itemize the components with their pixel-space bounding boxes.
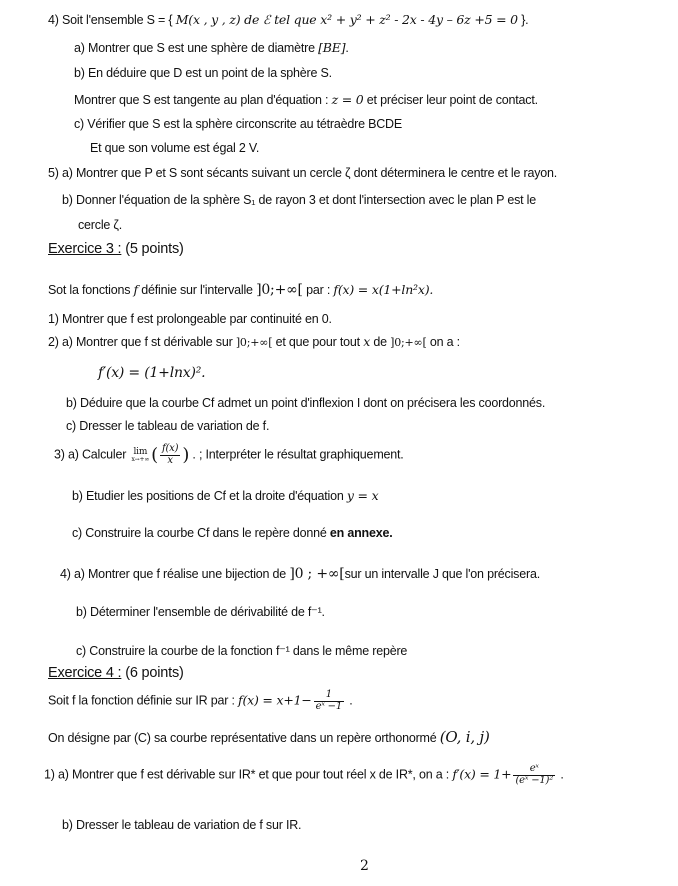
- line-equation: y = x: [346, 488, 379, 503]
- function-formula: f(x) = x(1+ln²x).: [333, 282, 434, 297]
- text: .: [345, 41, 349, 55]
- exercise-3-q4a: [60, 566, 540, 582]
- text: 4) a) Montrer que f réalise une bijection de: [60, 567, 290, 581]
- exercise-3-q4c: c) Construire la courbe de la fonction f⁻¹ dans le même repère: [76, 644, 408, 658]
- exercise-3-q3a: [54, 444, 404, 466]
- exercise-4-repere: [48, 728, 490, 746]
- question-4-set: [48, 12, 528, 27]
- numerator: f(x): [161, 443, 179, 454]
- text: de: [370, 335, 391, 349]
- exercise-3-q2c: c) Dresser le tableau de variation de f.: [66, 419, 270, 433]
- exercise-3-q2b: b) Déduire que la courbe Cf admet un point d'inflexion I dont on précisera les coordonnés.: [66, 396, 546, 410]
- exercise-3-q4b: b) Déterminer l'ensemble de dérivabilité de f⁻¹.: [76, 605, 325, 619]
- interval: ]0 ; +∞[: [289, 566, 345, 582]
- text: 1) a) Montrer que f est dérivable sur IR* et que pour tout réel x de IR*, on a :: [44, 767, 453, 782]
- diameter: [BE]: [318, 40, 346, 55]
- text: c) Construire la courbe Cf dans le repère donné: [72, 526, 330, 540]
- text: sur un intervalle J que l'on précisera.: [344, 567, 540, 581]
- text: . ; Interpréter le résultat graphiquement.: [189, 447, 404, 462]
- text: on a :: [426, 335, 460, 349]
- exercise-3-q3b: [72, 488, 378, 503]
- denominator: x: [167, 454, 173, 466]
- numerator: 1: [314, 690, 344, 702]
- text: b) Etudier les positions de Cf et la droite d'équation: [72, 489, 347, 503]
- text: définie sur l'intervalle: [137, 283, 257, 297]
- interval: ]0;+∞[: [235, 336, 273, 349]
- interval: ]0;+∞[: [390, 336, 427, 349]
- question-4b: b) En déduire que D est un point de la sphère S.: [74, 66, 332, 80]
- exercise-3-heading: [48, 241, 184, 257]
- exercise-3-q1: 1) Montrer que f est prolongeable par continuité en 0.: [48, 312, 332, 326]
- text: et préciser leur point de contact.: [363, 93, 538, 107]
- text: par :: [302, 283, 334, 297]
- text: Soit f la fonction définie sur IR par :: [48, 693, 239, 708]
- question-4a: [74, 40, 349, 55]
- question-4c: c) Vérifier que S est la sphère circonscrite au tétraèdre BCDE: [74, 117, 403, 131]
- question-4c-volume: Et que son volume est égal 2 V.: [90, 141, 260, 155]
- text: On désigne par (C) sa courbe représentative dans un repère orthonormé: [48, 731, 440, 745]
- exercise-4-q1b: b) Dresser le tableau de variation de f sur IR.: [62, 818, 302, 832]
- fraction: [513, 764, 555, 786]
- text: a) Montrer que S est une sphère de diamètre: [74, 41, 319, 55]
- limit-subscript: x→+∞: [131, 455, 150, 463]
- plane-equation: z = 0: [331, 92, 364, 107]
- limit: [132, 448, 150, 463]
- text: .: [346, 693, 353, 708]
- denominator: eˣ −1: [315, 700, 343, 712]
- derivative-formula: f′(x) = 1+: [452, 766, 512, 782]
- text: Sot la fonctions: [48, 283, 134, 297]
- fraction: [160, 444, 180, 466]
- interval: ]0;+∞[: [256, 282, 303, 298]
- question-5a: 5) a) Montrer que P et S sont sécants suivant un cercle ζ dont déterminera le centre et le rayon.: [48, 166, 558, 180]
- exercise-4-points: (6 points): [121, 665, 184, 681]
- exercise-3-points: (5 points): [121, 241, 184, 257]
- annex-text: en annexe.: [329, 526, 393, 540]
- page-number: 2: [360, 858, 369, 874]
- limit-label: lim: [133, 446, 148, 457]
- set-definition: M(x , y , z) de ℰ tel que x² + y² + z² - 2x - 4y – 6z +5 = 0: [175, 12, 518, 27]
- text: 3) a) Calculer: [54, 447, 130, 462]
- text: 4) Soit l'ensemble S = {: [48, 13, 173, 27]
- exercise-4-q1a: [44, 764, 564, 786]
- exercise-4-title: Exercice 4 :: [48, 665, 122, 681]
- question-4b-tangent: [74, 92, 538, 107]
- numerator: eˣ: [513, 764, 555, 776]
- function-name: f: [133, 282, 138, 297]
- exercise-3-title: Exercice 3 :: [48, 241, 122, 257]
- exercise-4-intro: [48, 690, 353, 712]
- denominator: (eˣ −1)²: [515, 774, 554, 786]
- derivative-formula: f′(x) = (1+lnx)².: [98, 365, 206, 381]
- text: }.: [521, 13, 529, 27]
- exercise-3-intro: [48, 282, 433, 298]
- question-5b-circle: cercle ζ.: [78, 218, 123, 232]
- text: .: [557, 767, 564, 782]
- exercise-4-heading: [48, 665, 184, 681]
- paren: ): [182, 444, 190, 466]
- text: 2) a) Montrer que f st dérivable sur: [48, 335, 236, 349]
- variable: x: [363, 334, 371, 349]
- question-5b: b) Donner l'équation de la sphère S₁ de rayon 3 et dont l'intersection avec le plan P est le: [62, 193, 537, 207]
- text: Montrer que S est tangente au plan d'équation :: [74, 93, 332, 107]
- text: et que pour tout: [272, 335, 364, 349]
- paren: (: [151, 444, 158, 466]
- exercise-3-q2a: [48, 334, 460, 349]
- fraction: [314, 690, 344, 712]
- exercise-3-q3c: [72, 526, 393, 540]
- function-formula: f(x) = x+1−: [238, 692, 312, 708]
- coordinate-system: (O, i, j): [439, 728, 490, 746]
